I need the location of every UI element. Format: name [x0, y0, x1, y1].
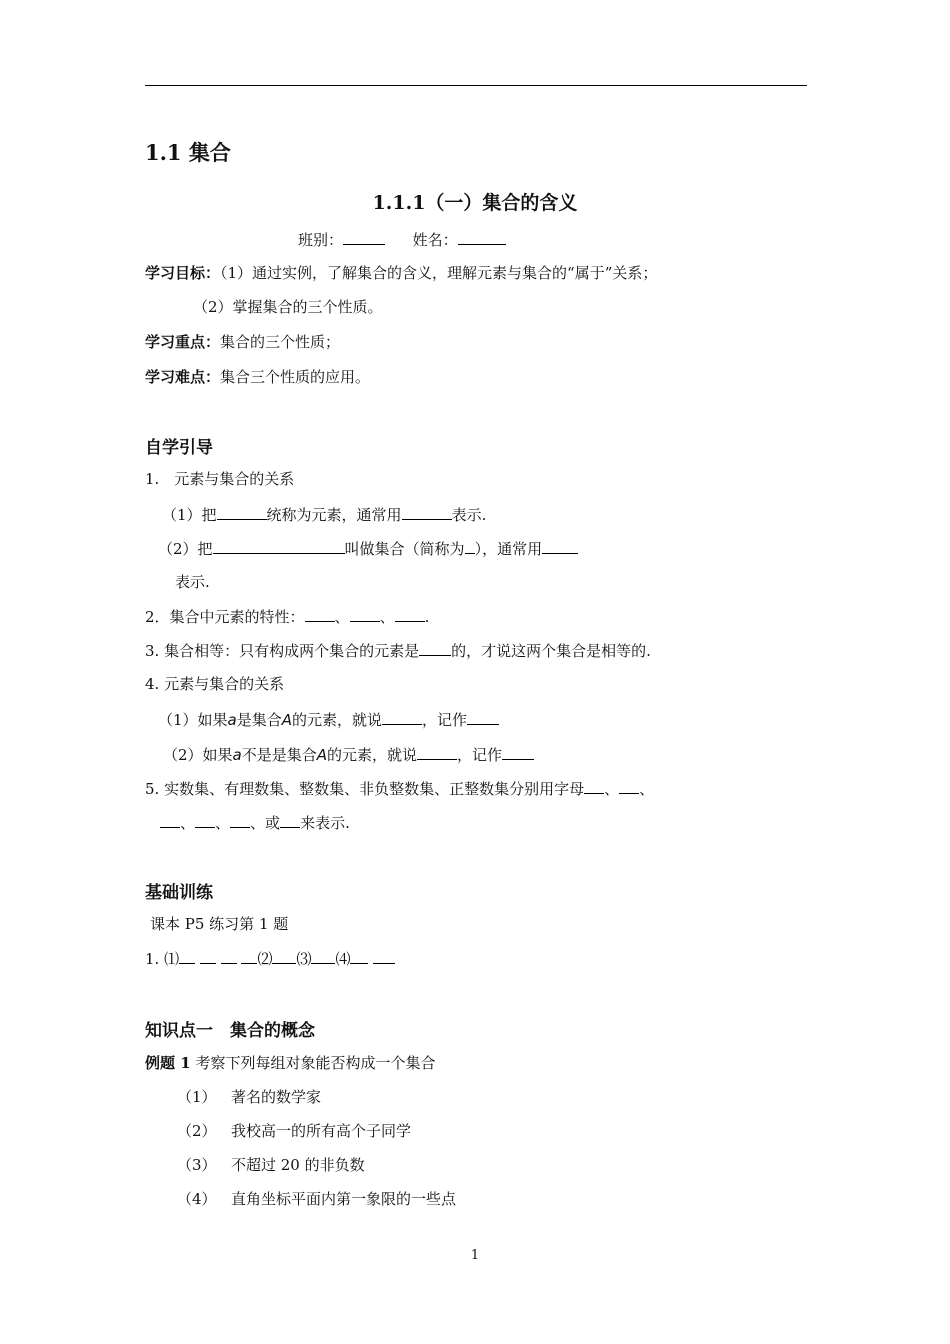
- q4b-blank-2[interactable]: [502, 744, 534, 760]
- q4b: （2）如果a不是是集合A的元素，就说 ，记作: [163, 744, 534, 765]
- list-item: （3） 不超过 20 的非负数: [177, 1156, 365, 1174]
- q1b-blank-2[interactable]: [465, 538, 475, 554]
- q5-blank-2[interactable]: [619, 778, 639, 794]
- class-label: 班别：: [298, 231, 344, 249]
- goal-2: （2）掌握集合的三个性质。: [193, 298, 383, 316]
- basic-heading: 基础训练: [145, 883, 213, 903]
- q2-blank-3[interactable]: [395, 606, 425, 622]
- goal-1: （1）通过实例，了解集合的含义，理解元素与集合的“属于”关系；: [220, 264, 658, 282]
- q3-blank[interactable]: [419, 640, 451, 656]
- ex-blank-8[interactable]: [373, 948, 395, 964]
- focus-label: 学习重点：: [145, 333, 221, 351]
- page-number: 1: [470, 1248, 480, 1263]
- name-blank[interactable]: [458, 229, 506, 245]
- goals-line: [145, 263, 657, 283]
- q4b-blank-1[interactable]: [417, 744, 457, 760]
- ex-blank-1[interactable]: [179, 948, 195, 964]
- list-item: （2） 我校高一的所有高个子同学: [177, 1122, 412, 1140]
- q4a-blank-2[interactable]: [467, 709, 499, 725]
- difficulty-text: 集合三个性质的应用。: [220, 368, 371, 386]
- focus-line: [145, 332, 340, 352]
- class-blank[interactable]: [343, 229, 385, 245]
- q5: 5. 实数集、有理数集、整数集、非负整数集、正整数集分别用字母 、 、: [145, 780, 655, 798]
- q1: 1. 元素与集合的关系: [145, 470, 295, 488]
- name-label: 姓名：: [412, 231, 458, 249]
- ex-blank-6[interactable]: [311, 948, 335, 964]
- q5-blank-6[interactable]: [280, 812, 300, 828]
- ex-blank-5[interactable]: [272, 948, 296, 964]
- q1a-blank-2[interactable]: [402, 504, 452, 520]
- chapter-title: 1.1 集合: [145, 140, 231, 165]
- student-info: [298, 229, 506, 250]
- self-study-heading: 自学引导: [145, 438, 213, 458]
- q4: 4. 元素与集合的关系: [145, 675, 285, 693]
- ex-blank-7[interactable]: [350, 948, 368, 964]
- difficulty-line: [145, 367, 370, 387]
- lesson-title: 1.1.1（一）集合的含义: [372, 192, 578, 214]
- q1b-cont: 表示.: [175, 573, 210, 591]
- ex-blank-2[interactable]: [200, 948, 216, 964]
- example-label: 例题 1: [145, 1054, 191, 1072]
- q2-blank-1[interactable]: [305, 606, 335, 622]
- ex-blank-4[interactable]: [241, 948, 257, 964]
- q1a-blank-1[interactable]: [217, 504, 267, 520]
- example-line: [145, 1053, 435, 1073]
- q5-cont: 、 、 、或 来表示.: [160, 812, 350, 833]
- q4a: （1）如果a是集合A的元素，就说 ，记作: [158, 709, 499, 730]
- basic-line-1: 课本 P5 练习第 1 题: [150, 915, 289, 933]
- q5-blank-3[interactable]: [160, 812, 180, 828]
- q5-blank-4[interactable]: [195, 812, 215, 828]
- goals-label: 学习目标：: [145, 264, 221, 282]
- list-item: （1） 著名的数学家: [177, 1088, 322, 1106]
- q4a-blank-1[interactable]: [382, 709, 422, 725]
- q2-blank-2[interactable]: [350, 606, 380, 622]
- q3: 3. 集合相等：只有构成两个集合的元素是 的，才说这两个集合是相等的.: [145, 642, 651, 660]
- list-item: （4） 直角坐标平面内第一象限的一些点: [177, 1190, 457, 1208]
- q5-blank-1[interactable]: [584, 778, 604, 794]
- knowledge-heading: 知识点一 集合的概念: [145, 1021, 315, 1041]
- header-rule: [145, 85, 807, 86]
- basic-line-2: 1. ⑴ ⑵ ⑶ ⑷: [145, 948, 395, 969]
- difficulty-label: 学习难点：: [145, 368, 221, 386]
- q1b: （2）把 叫做集合（简称为 ），通常用: [158, 538, 578, 559]
- q1b-blank-1[interactable]: [213, 538, 345, 554]
- q1b-blank-3[interactable]: [542, 538, 578, 554]
- ex-blank-3[interactable]: [221, 948, 237, 964]
- q1a: （1）把 统称为元素，通常用 表示.: [162, 506, 487, 524]
- q2: 2．集合中元素的特性： 、 、 .: [145, 608, 430, 626]
- focus-text: 集合的三个性质；: [220, 333, 341, 351]
- q5-blank-5[interactable]: [230, 812, 250, 828]
- example-text: 考察下列每组对象能否构成一个集合: [190, 1054, 436, 1072]
